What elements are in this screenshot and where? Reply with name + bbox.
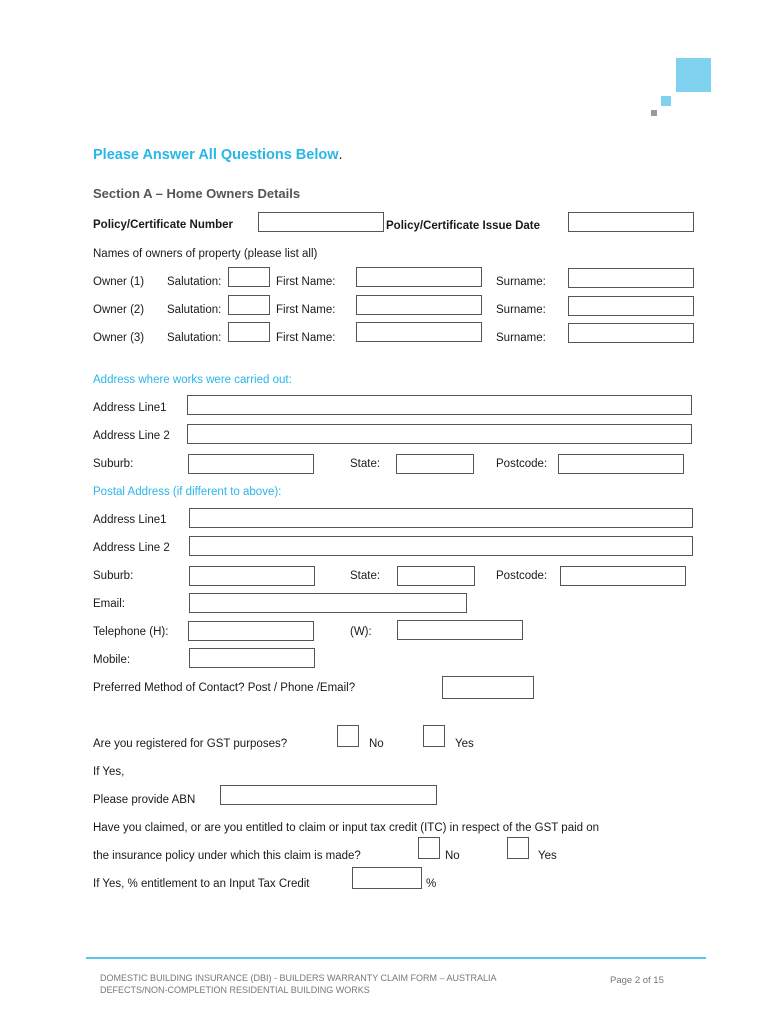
postal-suburb-label: Suburb: bbox=[93, 570, 134, 582]
itc-no-label: No bbox=[445, 850, 460, 862]
owners-intro: Names of owners of property (please list all) bbox=[93, 248, 318, 260]
owner-1-first-name-label: First Name: bbox=[276, 276, 336, 288]
owner-1-first-name-input[interactable] bbox=[356, 267, 482, 287]
owner-3-surname-input[interactable] bbox=[568, 323, 694, 343]
itc-question-line2: the insurance policy under which this claim is made? bbox=[93, 850, 361, 862]
gst-no-label: No bbox=[369, 738, 384, 750]
owner-3-first-name-input[interactable] bbox=[356, 322, 482, 342]
owner-1-surname-label: Surname: bbox=[496, 276, 546, 288]
abn-label: Please provide ABN bbox=[93, 794, 196, 806]
footer-title bbox=[100, 972, 497, 996]
owner-2-first-name-input[interactable] bbox=[356, 295, 482, 315]
footer-divider bbox=[86, 957, 706, 959]
itc-no-checkbox[interactable] bbox=[418, 837, 440, 859]
company-logo-squares-icon bbox=[645, 55, 715, 120]
works-address-line1-label: Address Line1 bbox=[93, 402, 167, 414]
policy-number-input[interactable] bbox=[258, 212, 384, 232]
logo-square-large bbox=[676, 58, 711, 92]
owner-2-label: Owner (2) bbox=[93, 304, 145, 316]
itc-percent-input[interactable] bbox=[352, 867, 422, 889]
postal-suburb-input[interactable] bbox=[189, 566, 315, 586]
itc-question-line1: Have you claimed, or are you entitled to claim or input tax credit (ITC) in respect of the GST paid on bbox=[93, 822, 600, 834]
owner-3-surname-label: Surname: bbox=[496, 332, 546, 344]
gst-if-yes: If Yes, bbox=[93, 766, 125, 778]
mobile-input[interactable] bbox=[189, 648, 315, 668]
logo-square-small bbox=[651, 110, 657, 116]
owner-1-label: Owner (1) bbox=[93, 276, 145, 288]
policy-number-label: Policy/Certificate Number bbox=[93, 219, 233, 231]
works-address-title: Address where works were carried out: bbox=[93, 374, 292, 386]
owner-1-salutation-input[interactable] bbox=[228, 267, 270, 287]
gst-yes-label: Yes bbox=[455, 738, 474, 750]
itc-yes-label: Yes bbox=[538, 850, 557, 862]
owner-3-salutation-label: Salutation: bbox=[167, 332, 222, 344]
email-label: Email: bbox=[93, 598, 125, 610]
policy-date-input[interactable] bbox=[568, 212, 694, 232]
telephone-w-label: (W): bbox=[350, 626, 372, 638]
postal-address-title: Postal Address (if different to above): bbox=[93, 486, 282, 498]
owner-1-salutation-label: Salutation: bbox=[167, 276, 222, 288]
page-heading: Please Answer All Questions Below. bbox=[93, 147, 343, 163]
postal-state-input[interactable] bbox=[397, 566, 475, 586]
itc-yes-checkbox[interactable] bbox=[507, 837, 529, 859]
postal-address-line2-label: Address Line 2 bbox=[93, 542, 170, 554]
postal-postcode-input[interactable] bbox=[560, 566, 686, 586]
owner-1-surname-input[interactable] bbox=[568, 268, 694, 288]
works-state-label: State: bbox=[350, 458, 381, 470]
works-postcode-label: Postcode: bbox=[496, 458, 548, 470]
owner-2-salutation-input[interactable] bbox=[228, 295, 270, 315]
gst-question: Are you registered for GST purposes? bbox=[93, 738, 288, 750]
telephone-h-label: Telephone (H): bbox=[93, 626, 169, 638]
logo-square-medium bbox=[661, 96, 671, 106]
page-number: Page 2 of 15 bbox=[610, 975, 664, 986]
footer-title-line1: DOMESTIC BUILDING INSURANCE (DBI) - BUILDERS WARRANTY CLAIM FORM – AUSTRALIA bbox=[100, 973, 497, 983]
owner-2-salutation-label: Salutation: bbox=[167, 304, 222, 316]
preferred-contact-label: Preferred Method of Contact? Post / Phone /Email? bbox=[93, 682, 356, 694]
email-input[interactable] bbox=[189, 593, 467, 613]
owner-3-salutation-input[interactable] bbox=[228, 322, 270, 342]
itc-percent-label: If Yes, % entitlement to an Input Tax Credit bbox=[93, 878, 310, 890]
owner-2-first-name-label: First Name: bbox=[276, 304, 336, 316]
works-suburb-label: Suburb: bbox=[93, 458, 134, 470]
telephone-w-input[interactable] bbox=[397, 620, 523, 640]
section-a-title: Section A – Home Owners Details bbox=[93, 186, 301, 201]
owner-3-first-name-label: First Name: bbox=[276, 332, 336, 344]
postal-state-label: State: bbox=[350, 570, 381, 582]
telephone-h-input[interactable] bbox=[188, 621, 314, 641]
works-address-line2-input[interactable] bbox=[187, 424, 692, 444]
owner-2-surname-label: Surname: bbox=[496, 304, 546, 316]
postal-postcode-label: Postcode: bbox=[496, 570, 548, 582]
gst-yes-checkbox[interactable] bbox=[423, 725, 445, 747]
percent-sign: % bbox=[426, 878, 437, 890]
works-address-line1-input[interactable] bbox=[187, 395, 692, 415]
gst-no-checkbox[interactable] bbox=[337, 725, 359, 747]
owner-2-surname-input[interactable] bbox=[568, 296, 694, 316]
footer-title-line2: DEFECTS/NON-COMPLETION RESIDENTIAL BUILDING WORKS bbox=[100, 985, 370, 995]
works-address-line2-label: Address Line 2 bbox=[93, 430, 170, 442]
mobile-label: Mobile: bbox=[93, 654, 131, 666]
works-postcode-input[interactable] bbox=[558, 454, 684, 474]
postal-address-line2-input[interactable] bbox=[189, 536, 693, 556]
works-suburb-input[interactable] bbox=[188, 454, 314, 474]
postal-address-line1-label: Address Line1 bbox=[93, 514, 167, 526]
owner-3-label: Owner (3) bbox=[93, 332, 145, 344]
works-state-input[interactable] bbox=[396, 454, 474, 474]
postal-address-line1-input[interactable] bbox=[189, 508, 693, 528]
policy-date-label: Policy/Certificate Issue Date bbox=[386, 220, 541, 232]
preferred-contact-input[interactable] bbox=[442, 676, 534, 699]
abn-input[interactable] bbox=[220, 785, 437, 805]
